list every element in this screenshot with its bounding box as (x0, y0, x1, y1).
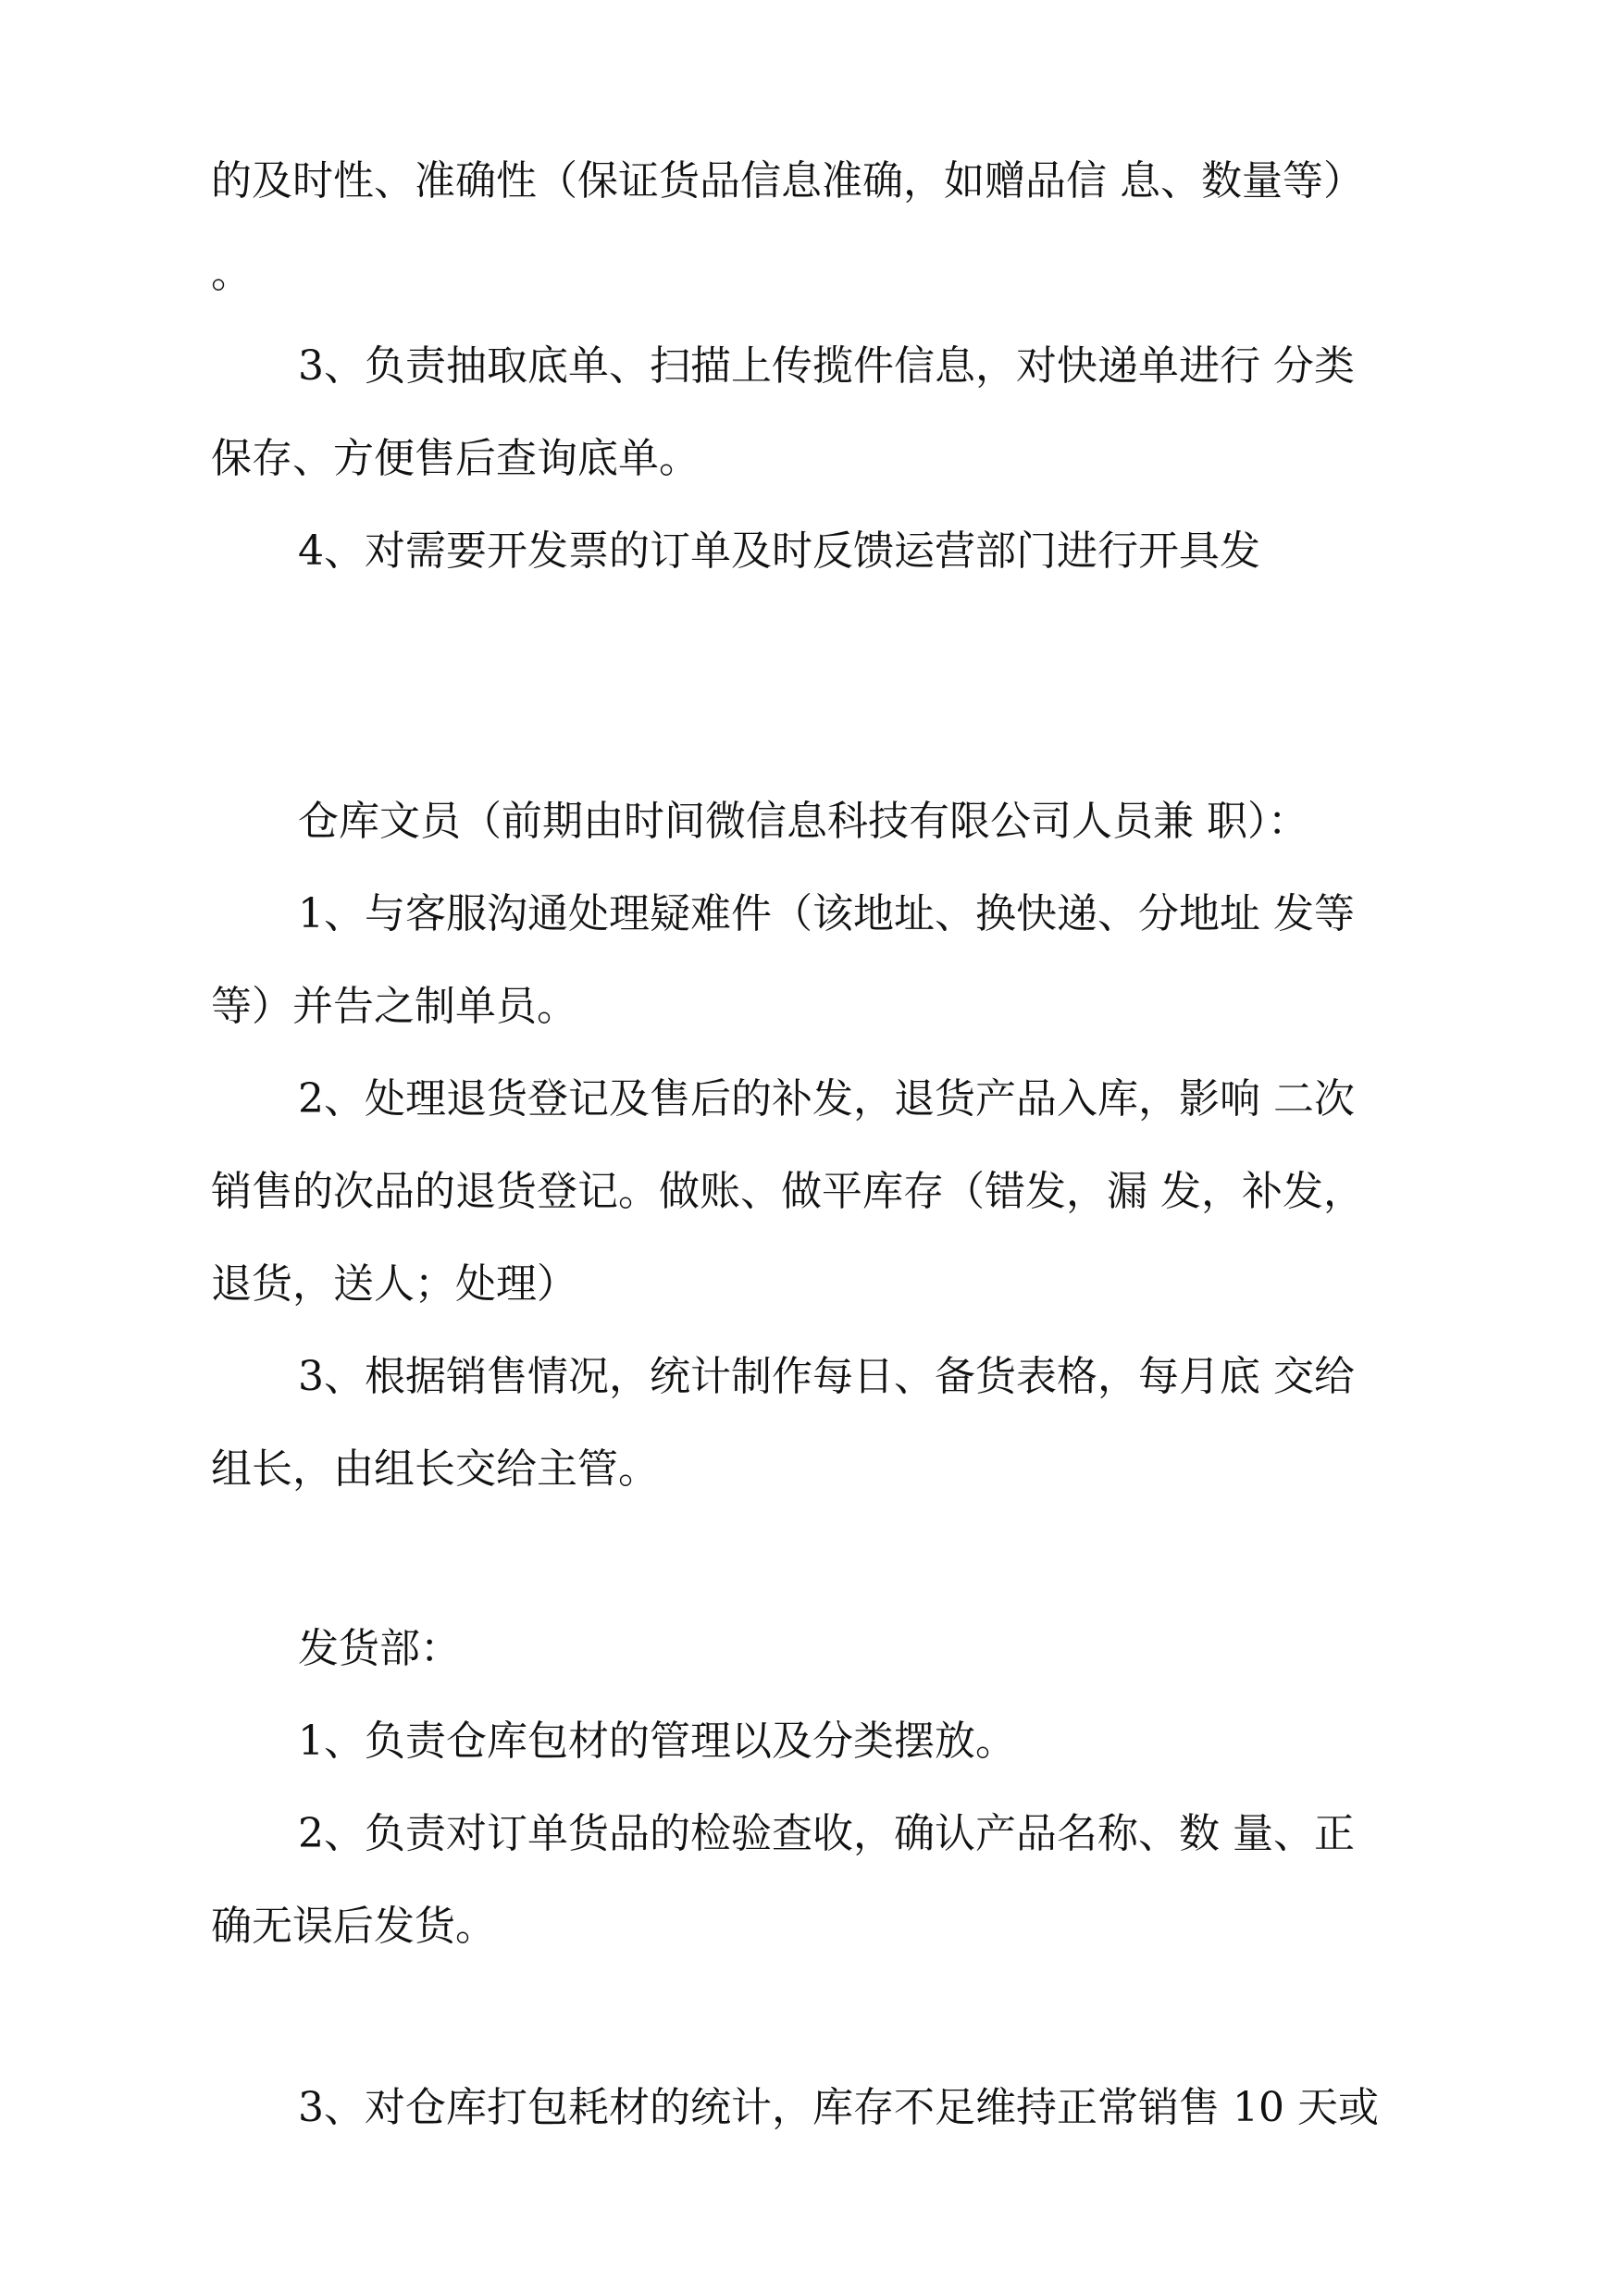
text-line: 3、根据销售情况，统计制作每日、备货表格，每月底 交给 (298, 1353, 1355, 1400)
text-line: 保存、方便售后查询底单。 (211, 435, 700, 482)
text-line: 2、处理退货登记及售后的补发，退货产品入库，影响 二次 (298, 1075, 1355, 1123)
text-line: 等）并告之制单员。 (211, 983, 577, 1030)
section-heading: 仓库文员（前期由时间微信息科技有限公司人员兼 职）： (298, 798, 1308, 845)
text-line: 销售的次品的退货登记。做账、做平库存（错发，漏 发，补发， (211, 1168, 1364, 1215)
text-line: 3、负责抽取底单、扫描上传揽件信息，对快递单进行 分类 (298, 342, 1355, 390)
section-heading: 发货部： (298, 1625, 461, 1672)
text-line: 确无误后发货。 (211, 1903, 496, 1950)
text-line: 。 (211, 250, 252, 297)
text-line: 组长，由组长交给主管。 (211, 1445, 659, 1493)
text-line: 2、负责对订单货品的检验查收，确认产品名称、数 量、正 (298, 1810, 1355, 1857)
text-line: 1、负责仓库包材的管理以及分类摆放。 (298, 1718, 1016, 1765)
text-line: 3、对仓库打包耗材的统计，库存不足维持正常销售 10 天或 (298, 2084, 1379, 2131)
text-line: 1、与客服沟通处理疑难件（该地址、换快递、分地址 发等 (298, 890, 1355, 937)
text-line: 4、对需要开发票的订单及时反馈运营部门进行开具发 (298, 527, 1260, 575)
text-line: 退货，送人；处理） (211, 1260, 577, 1308)
text-line: 的及时性、准确性（保证货品信息准确，如赠品信 息、数量等） (211, 157, 1364, 205)
